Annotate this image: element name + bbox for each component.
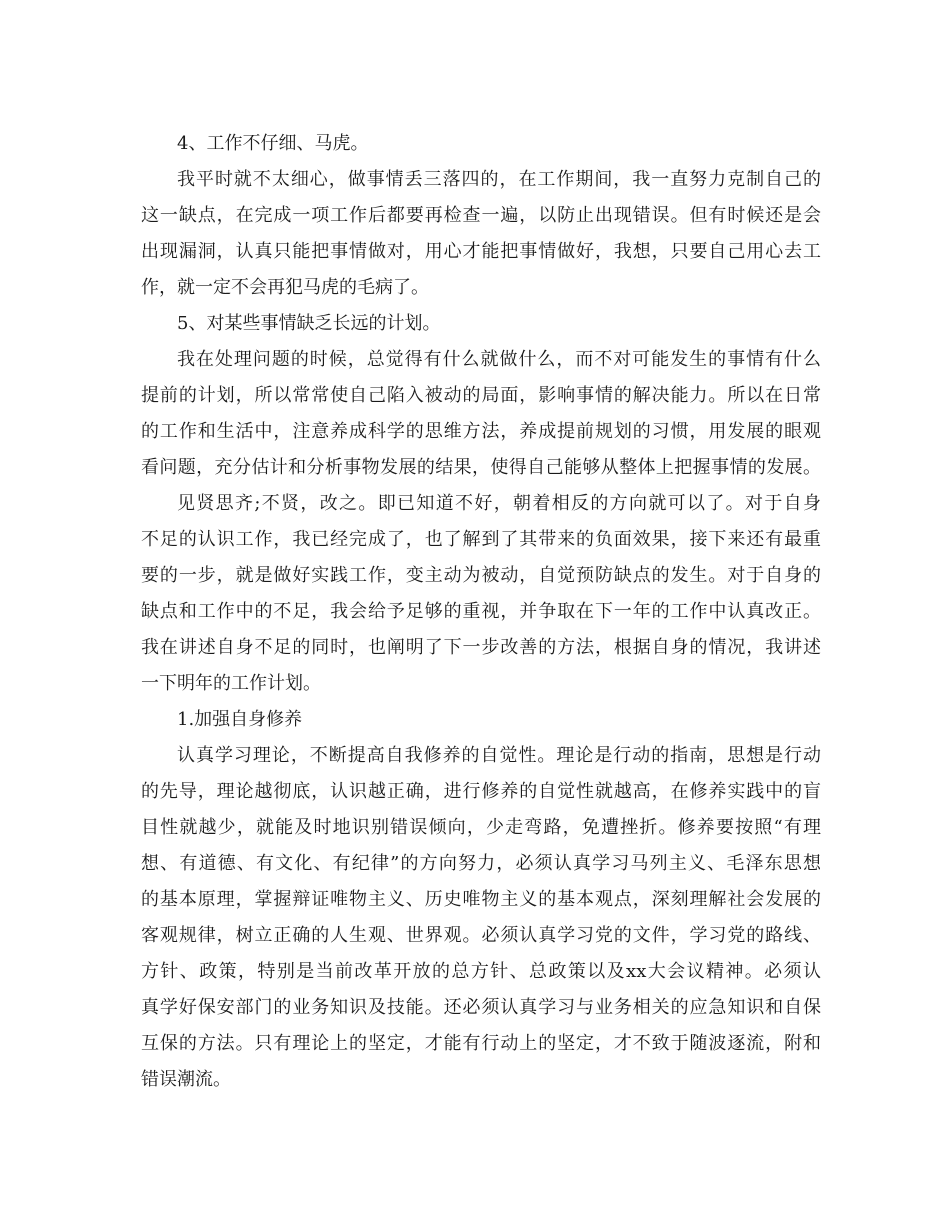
paragraph-line: 的工作和生活中，注意养成科学的思维方法，养成提前规划的习惯，用发展的眼观 xyxy=(141,421,821,442)
paragraph-line: 目性就越少，就能及时地识别错误倾向，少走弯路，免遭挫折。修养要按照“有理 xyxy=(141,817,821,838)
section-heading: 1.加强自身修养 xyxy=(177,709,303,730)
paragraph-line: 不足的认识工作，我已经完成了，也了解到了其带来的负面效果，接下来还有最重 xyxy=(141,529,821,550)
paragraph-line: 客观规律，树立正确的人生观、世界观。必须认真学习党的文件，学习党的路线、 xyxy=(141,925,821,946)
paragraph-line: 这一缺点，在完成一项工作后都要再检查一遍，以防止出现错误。但有时候还是会 xyxy=(141,205,821,226)
paragraph-line: 我在讲述自身不足的同时，也阐明了下一步改善的方法，根据自身的情况，我讲述 xyxy=(141,637,821,658)
paragraph-line: 错误潮流。 xyxy=(141,1069,231,1090)
paragraph-line: 认真学习理论，不断提高自我修养的自觉性。理论是行动的指南，思想是行动 xyxy=(177,745,821,766)
paragraph-line: 互保的方法。只有理论上的坚定，才能有行动上的坚定，才不致于随波逐流，附和 xyxy=(141,1033,821,1054)
paragraph-line: 作，就一定不会再犯马虎的毛病了。 xyxy=(141,277,429,298)
paragraph-line: 要的一步，就是做好实践工作，变主动为被动，自觉预防缺点的发生。对于自身的 xyxy=(141,565,821,586)
paragraph-line: 出现漏洞，认真只能把事情做对，用心才能把事情做好，我想，只要自己用心去工 xyxy=(141,241,821,262)
heading-item-5: 5、对某些事情缺乏长远的计划。 xyxy=(177,313,441,334)
paragraph-line: 见贤思齐;不贤，改之。即已知道不好，朝着相反的方向就可以了。对于自身 xyxy=(177,493,821,514)
paragraph-line: 的先导，理论越彻底，认识越正确，进行修养的自觉性就越高，在修养实践中的盲 xyxy=(141,781,821,802)
paragraph-line: 方针、政策，特别是当前改革开放的总方针、总政策以及xx大会议精神。必须认 xyxy=(141,961,821,982)
paragraph-line: 的基本原理，掌握辩证唯物主义、历史唯物主义的基本观点，深刻理解社会发展的 xyxy=(141,889,821,910)
paragraph-line: 看问题，充分估计和分析事物发展的结果，使得自己能够从整体上把握事情的发展。 xyxy=(141,457,821,478)
paragraph-line: 一下明年的工作计划。 xyxy=(141,673,321,694)
paragraph-line: 我在处理问题的时候，总觉得有什么就做什么，而不对可能发生的事情有什么 xyxy=(177,349,821,370)
paragraph-line: 我平时就不太细心，做事情丢三落四的，在工作期间，我一直努力克制自己的 xyxy=(177,169,821,190)
paragraph-line: 提前的计划，所以常常使自己陷入被动的局面，影响事情的解决能力。所以在日常 xyxy=(141,385,821,406)
paragraph-line: 缺点和工作中的不足，我会给予足够的重视，并争取在下一年的工作中认真改正。 xyxy=(141,601,821,622)
paragraph-line: 真学好保安部门的业务知识及技能。还必须认真学习与业务相关的应急知识和自保 xyxy=(141,997,821,1018)
heading-item-4: 4、工作不仔细、马虎。 xyxy=(177,133,369,154)
paragraph-line: 想、有道德、有文化、有纪律”的方向努力，必须认真学习马列主义、毛泽东思想 xyxy=(141,853,821,874)
document-body xyxy=(141,126,821,1098)
